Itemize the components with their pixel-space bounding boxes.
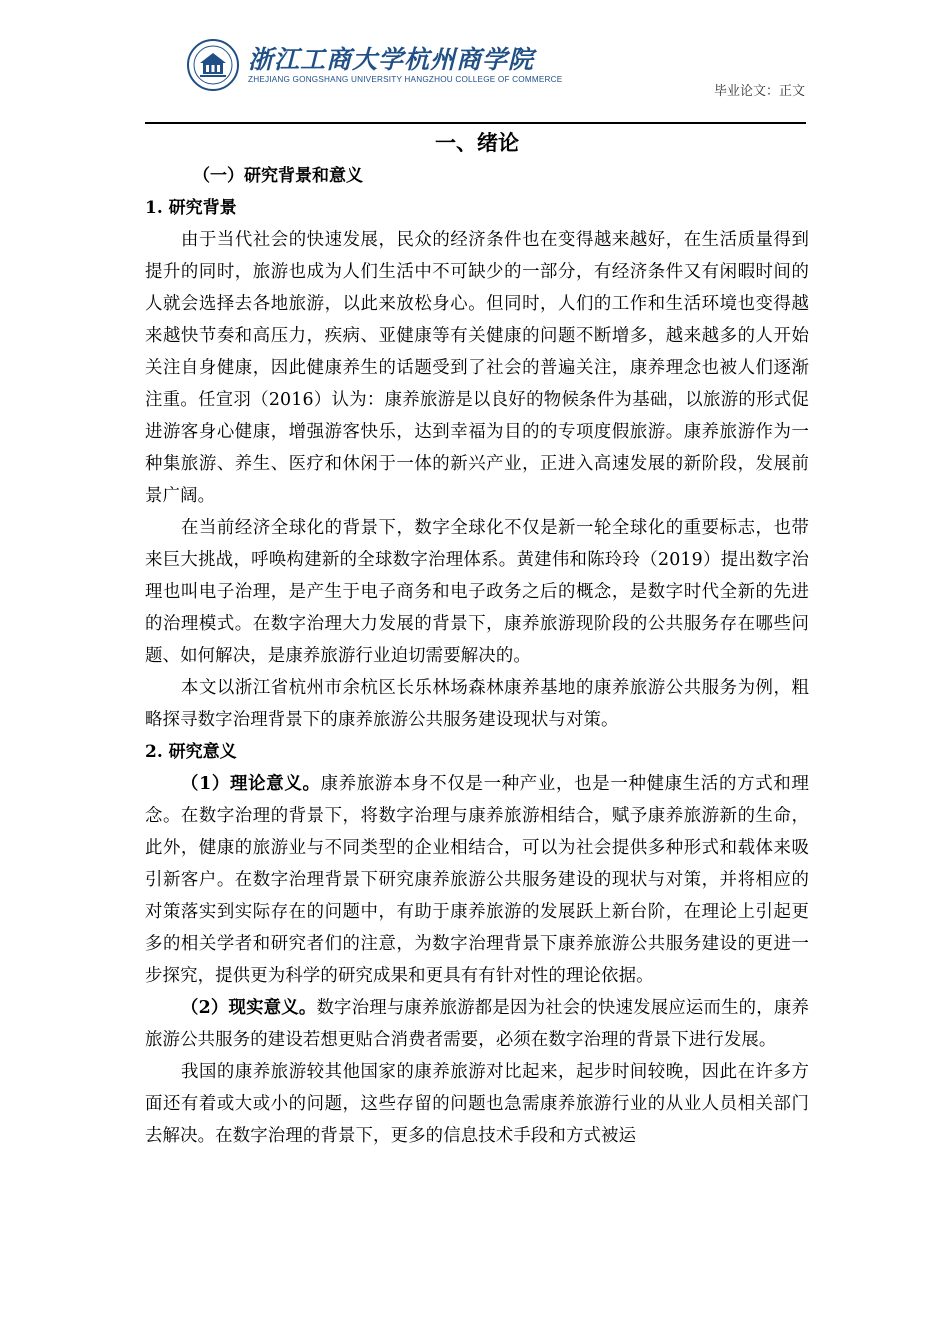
paragraph: 我国的康养旅游较其他国家的康养旅游对比起来，起步时间较晚，因此在许多方面还有着或大或小的问题，这些存留的问题也急需康养旅游行业的从业人员相关部门去解决。在数字治理的背景下，更多的信息技术手段和方式被运 — [145, 1062, 809, 1146]
school-seal-icon — [186, 38, 240, 92]
practice-lead: （2）现实意义。 — [181, 998, 317, 1018]
chapter-title: 一、绪论 — [435, 130, 519, 155]
subsection-title-significance: 2. 研究意义 — [145, 742, 237, 762]
paragraph-practice — [145, 992, 809, 1056]
page-header — [0, 0, 950, 126]
school-name-cn: 浙江工商大学杭州商学院 — [248, 45, 535, 74]
theory-lead: （1）理论意义。 — [181, 774, 321, 794]
main-content — [145, 126, 809, 1152]
header-divider — [145, 122, 806, 124]
subsection-title-background: 1. 研究背景 — [145, 198, 237, 218]
theory-text: 康养旅游本身不仅是一种产业，也是一种健康生活的方式和理念。在数字治理的背景下，将数字治理与康养旅游相结合，赋予康养旅游新的生命，此外，健康的旅游业与不同类型的企业相结合，可以为社会提供多种形式和载体来吸引新客户。在数字治理背景下研究康养旅游公共服务建设的现状与对策，并将相应的对策落实到实际存在的问题中，有助于康养旅游的发展跃上新台阶，在理论上引起更多的相关学者和研究者们的注意，为数字治理背景下康养旅游公共服务建设的更进一步探究，提供更为科学的研究成果和更具有有针对性的理论依据。 — [145, 774, 809, 986]
paragraph: 由于当代社会的快速发展，民众的经济条件也在变得越来越好，在生活质量得到提升的同时，旅游也成为人们生活中不可缺少的一部分，有经济条件又有闲暇时间的人就会选择去各地旅游，以此来放松身心。但同时，人们的工作和生活环境也变得越来越快节奏和高压力，疾病、亚健康等有关健康的问题不断增多，越来越多的人开始关注自身健康，因此健康养生的话题受到了社会的普遍关注，康养理念也被人们逐渐注重。任宣羽（2016）认为：康养旅游是以良好的物候条件为基础，以旅游的形式促进游客身心健康，增强游客快乐，达到幸福为目的的专项度假旅游。康养旅游作为一种集旅游、养生、医疗和休闲于一体的新兴产业，正进入高速发展的新阶段，发展前景广阔。 — [145, 230, 809, 506]
paragraph: 本文以浙江省杭州市余杭区长乐林场森林康养基地的康养旅游公共服务为例，粗略探寻数字治理背景下的康养旅游公共服务建设现状与对策。 — [145, 678, 809, 730]
school-name-en: ZHEJIANG GONGSHANG UNIVERSITY HANGZHOU COLLEGE OF COMMERCE — [248, 75, 563, 84]
paragraph-theory — [145, 768, 809, 992]
school-logo — [186, 38, 563, 94]
practice-text: 数字治理与康养旅游都是因为社会的快速发展应运而生的，康养旅游公共服务的建设若想更贴合消费者需要，必须在数字治理的背景下进行发展。 — [145, 998, 809, 1050]
document-label: 毕业论文：正文 — [713, 84, 805, 99]
section-title: （一）研究背景和意义 — [193, 166, 363, 186]
paragraph: 在当前经济全球化的背景下，数字全球化不仅是新一轮全球化的重要标志，也带来巨大挑战，呼唤构建新的全球数字治理体系。黄建伟和陈玲玲（2019）提出数字治理也叫电子治理，是产生于电子商务和电子政务之后的概念，是数字时代全新的先进的治理模式。在数字治理大力发展的背景下，康养旅游现阶段的公共服务存在哪些问题、如何解决，是康养旅游行业迫切需要解决的。 — [145, 518, 809, 666]
